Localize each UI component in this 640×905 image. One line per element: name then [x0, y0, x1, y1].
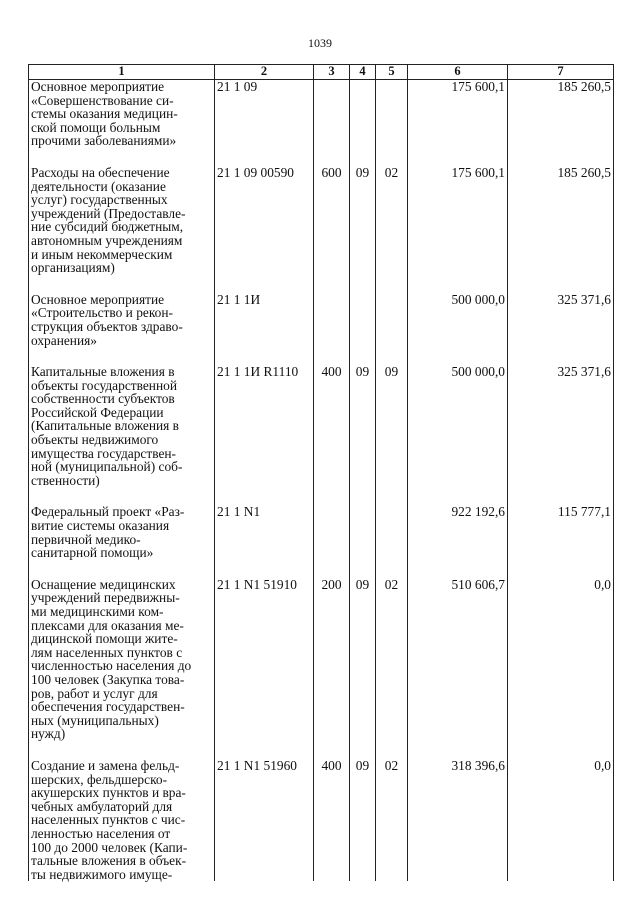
cell-section: 09	[350, 166, 376, 293]
cell-section: 09	[350, 578, 376, 759]
name-line: учреждений (Предоставле-	[31, 205, 186, 221]
name-line: Федеральный проект «Раз-	[31, 504, 185, 520]
header-col-1: 1	[29, 65, 215, 80]
cell-sum-year-2: 0,0	[508, 578, 614, 759]
cell-name	[29, 293, 215, 365]
cell-code: 21 1 1И	[215, 293, 314, 365]
cell-name	[29, 759, 215, 881]
table-row	[29, 578, 614, 759]
cell-section: 09	[350, 759, 376, 881]
name-line: Капитальные вложения в	[31, 364, 175, 380]
cell-sum-year-1: 500 000,0	[408, 293, 508, 365]
name-line: Расходы на обеспечение	[31, 164, 170, 180]
cell-sum-year-2: 185 260,5	[508, 166, 614, 293]
header-col-7: 7	[508, 65, 614, 80]
cell-sum-year-2: 0,0	[508, 759, 614, 881]
name-line: Основное мероприятие	[31, 79, 165, 94]
cell-sum-year-1: 318 396,6	[408, 759, 508, 881]
cell-expense-type: 600	[314, 166, 350, 293]
cell-code: 21 1 09	[215, 80, 314, 166]
name-line: организациям)	[31, 260, 115, 276]
name-line: населенных пунктов с чис-	[31, 812, 186, 828]
name-line: объекты недвижимого	[31, 432, 159, 448]
cell-expense-type: 400	[314, 365, 350, 505]
cell-code: 21 1 N1 51960	[215, 759, 314, 881]
cell-expense-type	[314, 80, 350, 166]
table-row	[29, 365, 614, 505]
cell-subsection	[376, 505, 408, 577]
cell-subsection: 02	[376, 166, 408, 293]
name-line: 100 человек (Закупка това-	[31, 671, 185, 687]
name-line: тальные вложения в объек-	[31, 853, 187, 869]
name-line: численностью населения до	[31, 658, 192, 674]
cell-section	[350, 505, 376, 577]
name-line: ние субсидий бюджетным,	[31, 219, 184, 235]
name-line: витие системы оказания	[31, 518, 170, 534]
name-line: имущества государствен-	[31, 445, 177, 461]
cell-subsection	[376, 293, 408, 365]
name-line: ственности)	[31, 472, 100, 488]
name-line: собственности субъектов	[31, 391, 175, 407]
header-col-6: 6	[408, 65, 508, 80]
name-line: учреждений передвижны-	[31, 590, 180, 606]
cell-code: 21 1 N1 51910	[215, 578, 314, 759]
name-line: Создание и замена фельд-	[31, 757, 180, 773]
name-line: охранения»	[31, 332, 97, 348]
table-row	[29, 759, 614, 881]
table-row	[29, 166, 614, 293]
cell-name	[29, 166, 215, 293]
cell-name	[29, 578, 215, 759]
cell-sum-year-1: 922 192,6	[408, 505, 508, 577]
name-line: Российской Федерации	[31, 404, 164, 420]
cell-expense-type: 400	[314, 759, 350, 881]
cell-sum-year-2: 185 260,5	[508, 80, 614, 166]
cell-section	[350, 80, 376, 166]
name-line: «Совершенствование си-	[31, 92, 174, 108]
budget-table	[28, 64, 614, 881]
name-line: стемы оказания медицин-	[31, 106, 178, 122]
header-col-4: 4	[350, 65, 376, 80]
name-line: плексами для оказания ме-	[31, 617, 184, 633]
cell-name	[29, 80, 215, 166]
name-line: автономным учреждениям	[31, 232, 183, 248]
name-line: ной (муниципальной) соб-	[31, 459, 183, 475]
cell-sum-year-1: 500 000,0	[408, 365, 508, 505]
name-line: (Капитальные вложения в	[31, 418, 180, 434]
header-col-2: 2	[215, 65, 314, 80]
cell-section: 09	[350, 365, 376, 505]
name-line: струкция объектов здраво-	[31, 318, 183, 334]
name-line: услуг) государственных	[31, 192, 168, 208]
cell-sum-year-1: 175 600,1	[408, 80, 508, 166]
name-line: лям населенных пунктов с	[31, 644, 183, 660]
name-line: ленностью населения от	[31, 825, 171, 841]
name-line: деятельности (оказание	[31, 178, 166, 194]
name-line: акушерских пунктов и вра-	[31, 785, 186, 801]
name-line: Оснащение медицинских	[31, 576, 176, 592]
cell-subsection	[376, 80, 408, 166]
name-line: ных (муниципальных)	[31, 712, 159, 728]
header-col-3: 3	[314, 65, 350, 80]
name-line: и иным некоммерческим	[31, 246, 173, 262]
name-line: ты недвижимого имуще-	[31, 866, 173, 882]
cell-expense-type	[314, 293, 350, 365]
name-line: ской помощи больным	[31, 119, 161, 135]
cell-code: 21 1 09 00590	[215, 166, 314, 293]
cell-subsection: 09	[376, 365, 408, 505]
cell-expense-type: 200	[314, 578, 350, 759]
name-line: ров, работ и услуг для	[31, 685, 158, 701]
name-line: чебных амбулаторий для	[31, 798, 173, 814]
name-line: нужд)	[31, 726, 66, 742]
cell-sum-year-2: 325 371,6	[508, 293, 614, 365]
table-row	[29, 293, 614, 365]
name-line: первичной медико-	[31, 531, 141, 547]
cell-code: 21 1 N1	[215, 505, 314, 577]
name-line: шерских, фельдшерско-	[31, 771, 168, 787]
name-line: дицинской помощи жите-	[31, 631, 178, 647]
cell-sum-year-1: 510 606,7	[408, 578, 508, 759]
cell-section	[350, 293, 376, 365]
name-line: «Строительство и рекон-	[31, 305, 173, 321]
cell-sum-year-2: 325 371,6	[508, 365, 614, 505]
cell-name	[29, 365, 215, 505]
name-line: обеспечения государствен-	[31, 699, 185, 715]
table-row	[29, 505, 614, 577]
cell-sum-year-1: 175 600,1	[408, 166, 508, 293]
cell-name	[29, 505, 215, 577]
cell-code: 21 1 1И R1110	[215, 365, 314, 505]
table-row	[29, 80, 614, 166]
name-line: Основное мероприятие	[31, 291, 165, 307]
header-col-5: 5	[376, 65, 408, 80]
name-line: объекты государственной	[31, 377, 178, 393]
name-line: санитарной помощи»	[31, 545, 154, 561]
table-header-row	[29, 65, 614, 80]
name-line: ми медицинскими ком-	[31, 604, 164, 619]
page-number: 1039	[308, 36, 332, 50]
cell-subsection: 02	[376, 578, 408, 759]
name-line: прочими заболеваниями»	[31, 133, 177, 149]
cell-sum-year-2: 115 777,1	[508, 505, 614, 577]
cell-subsection: 02	[376, 759, 408, 881]
name-line: 100 до 2000 человек (Капи-	[31, 839, 188, 855]
cell-expense-type	[314, 505, 350, 577]
